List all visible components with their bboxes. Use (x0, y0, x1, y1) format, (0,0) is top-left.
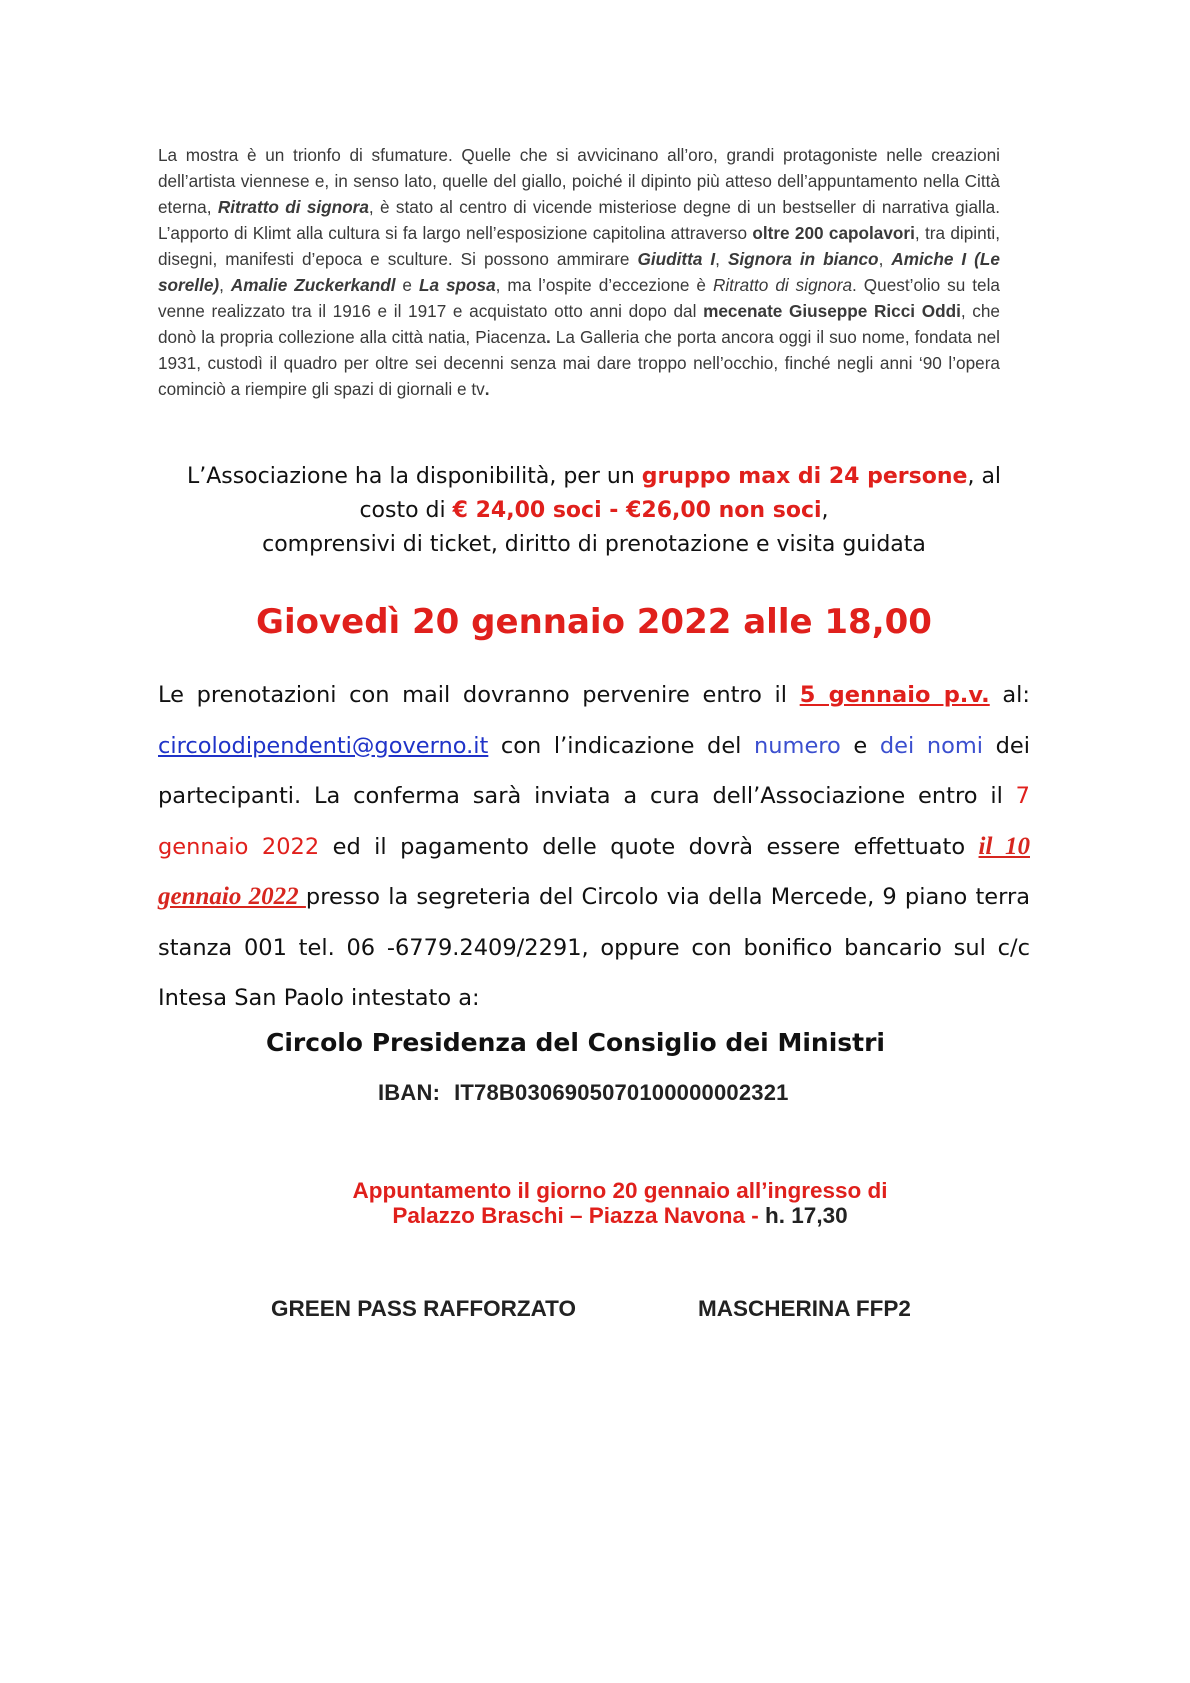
highlight-nomi: dei nomi (879, 732, 984, 759)
separator: , (219, 275, 231, 295)
intro-paragraph (158, 142, 1000, 402)
intro-text: La Galleria che porta ancora oggi il suo nome, fondata nel 1931, custodì il quadro per oltre sei decenni senza mai dare troppo nell’occhio, finché negli anni ‘90 l’opera cominciò a riempire gli spazi di giornali e tv (158, 327, 1000, 399)
offer-paragraph (158, 460, 1030, 562)
offer-text: , (821, 498, 829, 523)
meeting-line: Appuntamento il giorno 20 gennaio all’ingresso di (352, 1178, 888, 1203)
body-text: dei partecipanti. La conferma sarà inviata a cura dell’Associazione entro il (158, 732, 1030, 809)
intro-text: , che donò la propria collezione alla città natia, Piacenza (158, 301, 1000, 347)
masterpieces-count: oltre 200 capolavori (752, 223, 915, 243)
body-text: presso la segreteria del Circolo via della Mercede, 9 piano terra stanza 001 tel. 06 -6779.2409/2291, oppure con bonifico bancario sul c/c Intesa San Paolo intestato a: (158, 884, 1031, 1011)
artwork-title: Giuditta I (637, 249, 716, 269)
body-text: e (840, 732, 880, 759)
meeting-time: h. 17,30 (758, 1203, 848, 1228)
body-text: Le prenotazioni con mail dovranno pervenire entro il (158, 682, 800, 708)
artwork-title: Amiche I (Le sorelle) (158, 249, 1000, 295)
booking-deadline: 5 gennaio p.v. (799, 682, 990, 708)
intro-text: , tra dipinti, disegni, manifesti d’epoca e sculture. Si possono ammirare (158, 223, 1001, 269)
highlight-numero: numero (754, 732, 841, 759)
artwork-title: La sposa (418, 275, 496, 295)
intro-text: La mostra è un trionfo di sfumature. Quelle che si avvicinano all’oro, grandi protagoniste nelle creazioni dell’artista viennese e, in senso lato, quelle del giallo, poiché il dipinto più atteso dell’appuntamento nella Città eterna, (158, 145, 1000, 217)
price: € 24,00 soci - €26,00 non soci (452, 498, 822, 523)
separator: e (395, 275, 419, 295)
intro-text: , ma l’ospite d’eccezione è (495, 275, 713, 295)
body-text: ed il pagamento delle quote dovrà essere effettuato (319, 833, 979, 860)
intro-text: . Quest’olio su tela venne realizzato tra il 1916 e il 1917 e acquistato otto anni dopo dal (158, 275, 1000, 321)
meeting-place: Palazzo Braschi – Piazza Navona - (392, 1203, 759, 1228)
requirement-mask: MASCHERINA FFP2 (698, 1296, 911, 1321)
body-text: con l’indicazione del (488, 732, 755, 759)
event-date-headline: Giovedì 20 gennaio 2022 alle 18,00 (256, 602, 932, 642)
separator: , (878, 249, 892, 269)
painting-title: Ritratto di signora (712, 275, 853, 295)
meeting-point (300, 1178, 940, 1228)
intro-text: , è stato al centro di vicende misteriose degne di un bestseller di narrativa gialla. L’apporto di Klimt alla cultura si fa largo nell’esposizione capitolina attraverso (158, 197, 1000, 243)
group-size: gruppo max di 24 persone (641, 464, 968, 489)
beneficiary-name: Circolo Presidenza del Consiglio dei Ministri (266, 1028, 885, 1057)
email-link[interactable]: circolodipendenti@governo.it (158, 732, 489, 759)
iban-line (378, 1080, 978, 1106)
iban-value: IT78B0306905070100000002321 (454, 1080, 789, 1105)
offer-text: , al costo di (359, 464, 1002, 523)
intro-text: . (545, 327, 551, 347)
body-text: al: (989, 682, 1030, 708)
artwork-title: Signora in bianco (727, 249, 879, 269)
iban-label: IBAN: (378, 1080, 441, 1105)
offer-text: L’Associazione ha la disponibilità, per un (186, 464, 642, 489)
offer-includes: comprensivi di ticket, diritto di prenotazione e visita guidata (262, 532, 926, 557)
requirement-green-pass: GREEN PASS RAFFORZATO (271, 1296, 577, 1321)
payment-date: il 10 gennaio 2022 (158, 832, 1030, 910)
artwork-title: Amalie Zuckerkandl (230, 275, 396, 295)
confirmation-date: 7 gennaio 2022 (158, 783, 1030, 860)
painting-title: Ritratto di signora (217, 197, 369, 217)
patron-name: mecenate Giuseppe Ricci Oddi (703, 301, 961, 321)
intro-text: . (484, 379, 490, 399)
booking-paragraph (158, 670, 1030, 1024)
separator: , (715, 249, 728, 269)
